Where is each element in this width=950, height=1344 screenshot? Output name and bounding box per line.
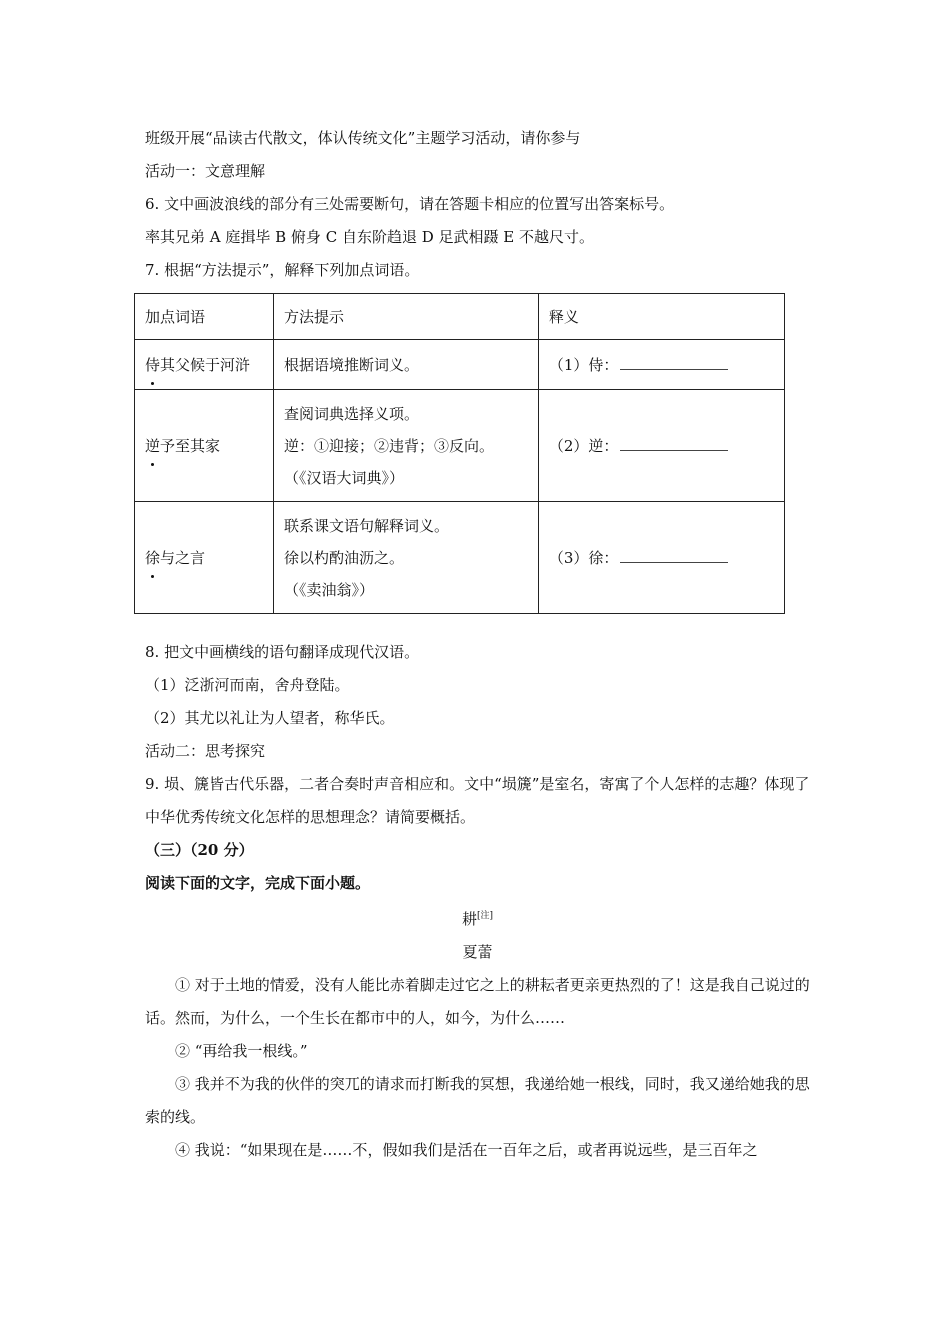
q9-prompt: 9. 埙、篪皆古代乐器，二者合奏时声音相应和。文中“埙篪”是室名，寄寓了个人怎样的志趣？体现了中华优秀传统文化怎样的思想理念？请简要概括。	[145, 775, 810, 826]
q8-prompt: 8. 把文中画横线的语句翻译成现代汉语。	[145, 643, 420, 661]
method-line: 根据语境推断词义。	[284, 355, 420, 374]
activity1-title: 活动一：文意理解	[145, 162, 266, 180]
article-author: 夏蕾	[462, 943, 493, 961]
word-cell	[135, 340, 274, 390]
answer-blank[interactable]	[620, 436, 728, 451]
method-line: （《汉语大词典》）	[284, 468, 405, 487]
q6-prompt: 6. 文中画波浪线的部分有三处需要断句，请在答题卡相应的位置写出答案标号。	[145, 195, 675, 213]
method-cell	[274, 340, 539, 390]
dotted-char: 侍	[145, 349, 160, 381]
article-paragraph: ④ 我说：“如果现在是……不，假如我们是活在一百年之后，或者再说远些，是三百年之	[175, 1141, 758, 1159]
method-line: 逆：①迎接；②违背；③反向。	[284, 436, 495, 455]
q8-item-2: （2）其尤以礼让为人望者，称华氏。	[145, 709, 395, 727]
table-header-row	[135, 294, 785, 340]
answer-cell	[538, 340, 784, 390]
dotted-char: 徐	[145, 542, 160, 574]
q6-sentence: 率其兄弟 A 庭揖毕 B 俯身 C 自东阶趋退 D 足武相蹑 E 不越尺寸。	[145, 228, 594, 246]
method-line: （《卖油翁》）	[284, 580, 375, 599]
method-cell	[274, 502, 539, 614]
article-title	[145, 900, 810, 936]
method-line: 徐以杓酌油沥之。	[284, 548, 405, 567]
article-paragraph: ③ 我并不为我的伙伴的突兀的请求而打断我的冥想，我递给她一根线，同时，我又递给她我的思索的线。	[145, 1075, 810, 1126]
word-rest: 其父候于河浒	[160, 355, 251, 374]
q8-item-1: （1）泛浙河而南，舍舟登陆。	[145, 676, 350, 694]
answer-cell	[538, 502, 784, 614]
word-cell	[135, 390, 274, 502]
article-paragraph: ① 对于土地的情爱，没有人能比赤着脚走过它之上的耕耘者更亲更热烈的了！这是我自己说过的话。然而，为什么，一个生长在都市中的人，如今，为什么……	[145, 976, 810, 1027]
section3-instruction: 阅读下面的文字，完成下面小题。	[145, 874, 371, 892]
answer-label: （3）徐：	[548, 548, 619, 567]
answer-blank[interactable]	[620, 548, 728, 563]
table-row	[135, 502, 785, 614]
table-row	[135, 390, 785, 502]
article-title-note: [注]	[476, 911, 494, 921]
answer-label: （1）侍：	[548, 355, 619, 374]
method-line: 查阅词典选择义项。	[284, 404, 420, 423]
answer-cell	[538, 390, 784, 502]
section3-heading: （三）（20 分）	[145, 841, 254, 859]
header-word: 加点词语	[135, 294, 274, 340]
q7-prompt: 7. 根据“方法提示”，解释下列加点词语。	[145, 261, 420, 279]
method-cell	[274, 390, 539, 502]
activity2-title: 活动二：思考探究	[145, 742, 266, 760]
answer-label: （2）逆：	[548, 436, 619, 455]
method-line: 联系课文语句解释词义。	[284, 516, 450, 535]
header-meaning: 释义	[538, 294, 784, 340]
intro-text: 班级开展“品读古代散文，体认传统文化”主题学习活动，请你参与	[145, 129, 581, 147]
word-cell	[135, 502, 274, 614]
word-rest: 予至其家	[160, 436, 221, 455]
header-method: 方法提示	[274, 294, 539, 340]
table-row	[135, 340, 785, 390]
article-title-text: 耕	[461, 910, 477, 928]
document-body	[145, 122, 810, 1167]
answer-blank[interactable]	[620, 355, 728, 370]
dotted-char: 逆	[145, 430, 160, 462]
article-paragraph: ② “再给我一根线。”	[175, 1042, 308, 1060]
vocab-table	[134, 293, 785, 614]
word-rest: 与之言	[160, 548, 206, 567]
